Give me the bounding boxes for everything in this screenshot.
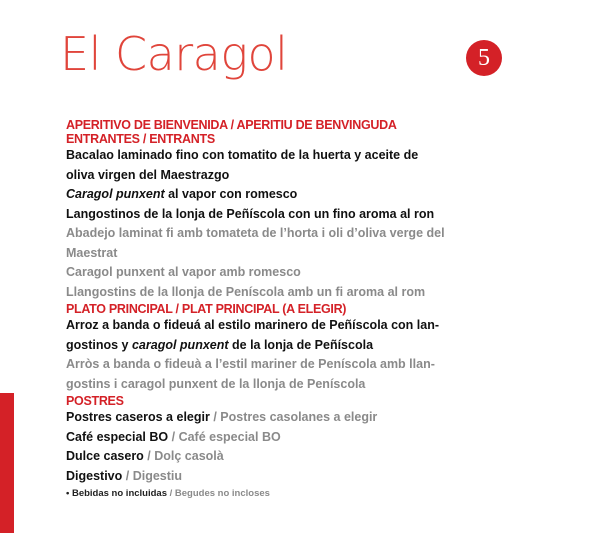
menu-text: gostinos y [66, 337, 132, 352]
menu-text: al vapor con romesco [164, 187, 298, 201]
drinks-footnote [66, 488, 270, 499]
item-separator: / [143, 449, 155, 463]
menu-line [66, 336, 536, 356]
item-catalan: Postres casolanes a elegir [220, 410, 378, 424]
item-separator: / [168, 429, 179, 444]
page-title: El Caragol [60, 27, 288, 81]
footnote-catalan: Begudes no incloses [174, 488, 270, 499]
section-heading-plato-principal: PLATO PRINCIPAL / PLAT PRINCIPAL (A ELEGIR) [66, 302, 347, 316]
item-spanish: Dulce casero [66, 449, 144, 463]
menu-line-catalan: Arròs a banda o fideuà a l’estil mariner de Peníscola amb llan- [66, 357, 435, 371]
menu-line-catalan: gostins i caragol punxent de la llonja de Peníscola [66, 376, 366, 391]
footnote-separator: / [166, 488, 175, 499]
menu-line [66, 185, 536, 205]
item-spanish: Postres caseros a elegir [66, 410, 210, 424]
item-catalan: Café especial BO [178, 429, 281, 444]
page-number-badge: 5 [466, 40, 502, 76]
list-item [66, 467, 536, 487]
menu-line-catalan: Maestrat [66, 245, 118, 260]
menu-line: Langostinos de la lonja de Peñíscola con un fino aroma al ron [66, 206, 435, 221]
section-heading-aperitivo: APERITIVO DE BIENVENIDA / APERITIU DE BENVINGUDA [66, 118, 397, 132]
menu-line-catalan: Abadejo laminat fi amb tomateta de l’horta i oli d’oliva verge del [66, 226, 445, 240]
item-separator: / [122, 468, 133, 483]
menu-content [66, 118, 536, 486]
menu-line: Bacalao laminado fino con tomatito de la huerta y aceite de [66, 148, 419, 162]
item-separator: / [209, 410, 221, 424]
footnote-spanish: • Bebidas no incluidas [66, 488, 167, 499]
list-item [66, 408, 536, 428]
menu-line: Arroz a banda o fideuá al estilo marinero de Peñíscola con lan- [66, 318, 440, 332]
section-heading-postres: POSTRES [66, 394, 124, 408]
item-spanish: Café especial BO [66, 429, 169, 444]
menu-text: de la lonja de Peñíscola [228, 337, 374, 352]
list-item [66, 428, 536, 448]
item-spanish: Digestivo [66, 468, 123, 483]
menu-line-catalan: Llangostins de la llonja de Peníscola amb un fi aroma al rom [66, 284, 426, 299]
menu-italic-text: caragol punxent [131, 337, 229, 352]
item-catalan: Dolç casolà [154, 449, 224, 463]
section-heading-entrantes: ENTRANTES / ENTRANTS [66, 132, 215, 146]
menu-line: oliva virgen del Maestrazgo [66, 167, 230, 182]
menu-italic-text: Caragol punxent [66, 187, 165, 201]
list-item [66, 447, 536, 467]
menu-line-catalan: Caragol punxent al vapor amb romesco [66, 265, 301, 279]
left-accent-bar [0, 393, 14, 533]
item-catalan: Digestiu [132, 468, 182, 483]
